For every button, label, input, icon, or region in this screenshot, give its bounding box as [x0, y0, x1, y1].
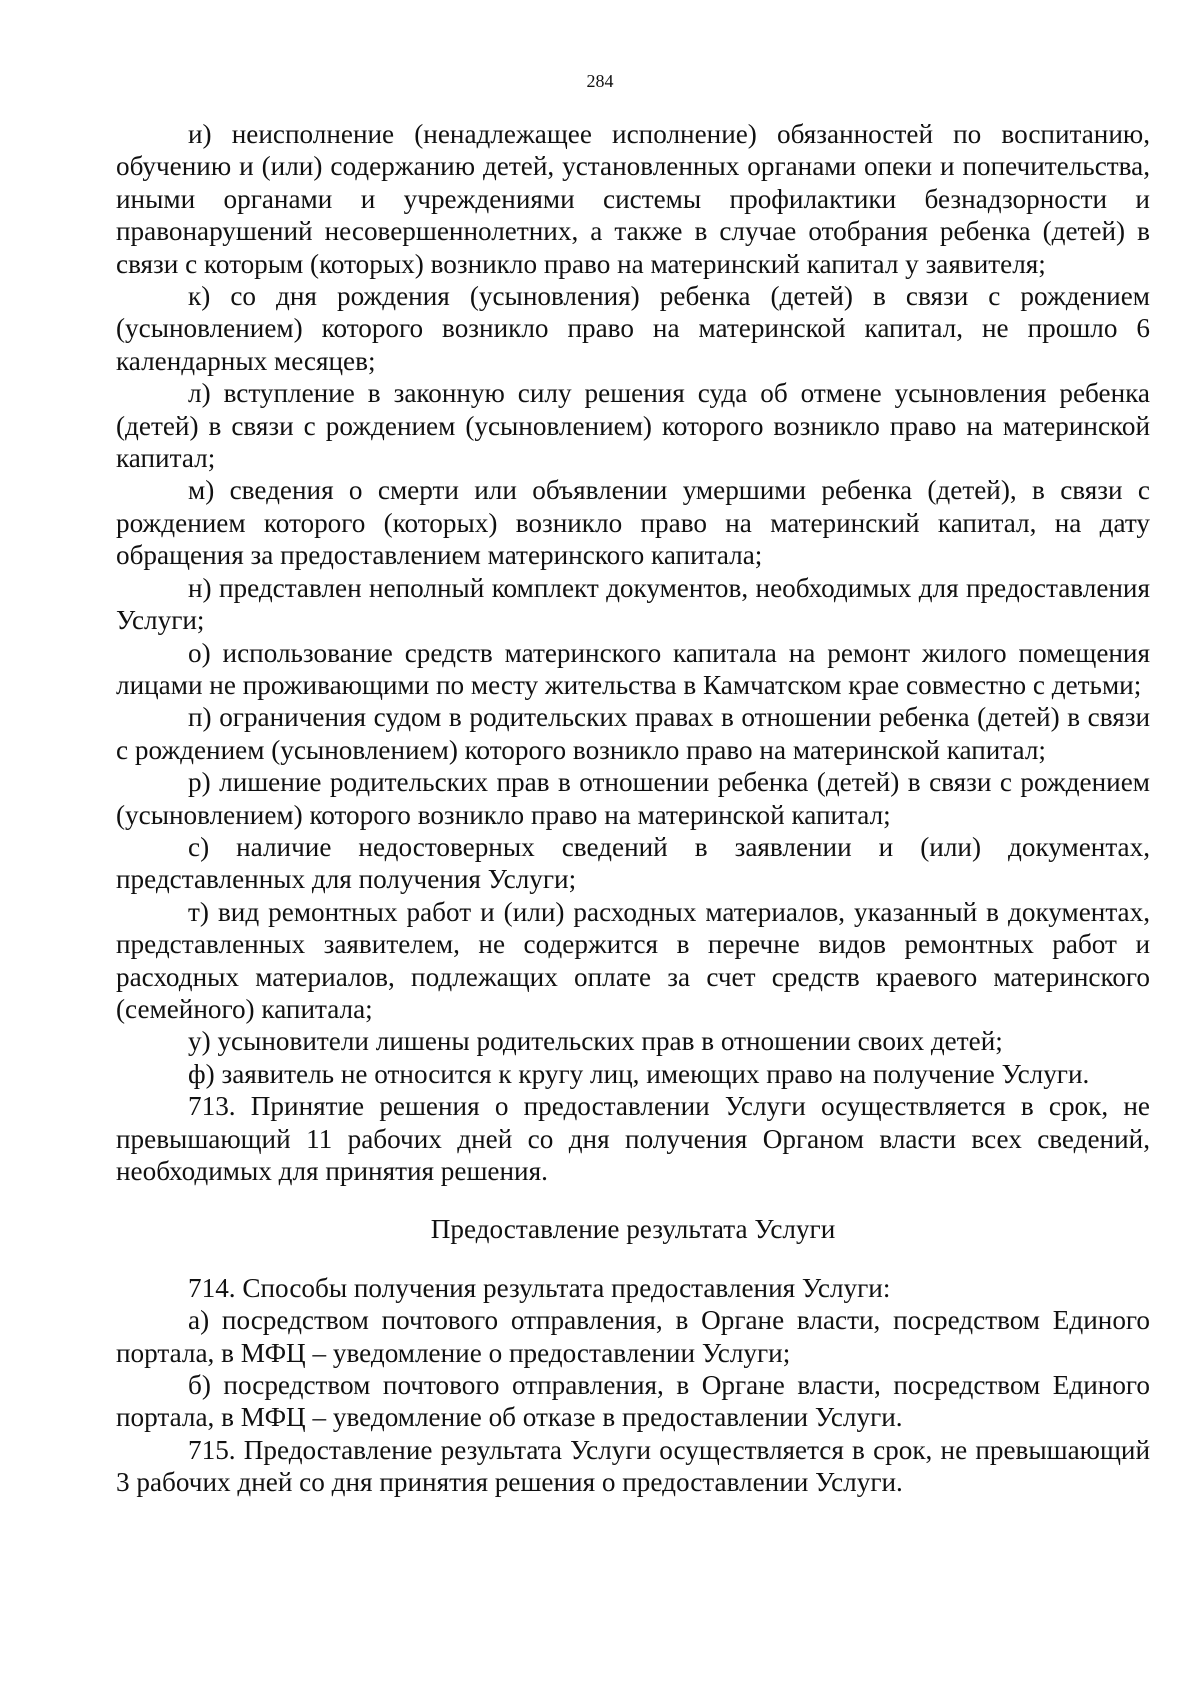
- paragraph-713: 713. Принятие решения о предоставлении Услуги осуществляется в срок, не превышающий 11 рабочих дней со дня получения Органом власти всех сведений, необходимых для принятия решения.: [116, 1091, 1150, 1186]
- paragraph-714-a: а) посредством почтового отправления, в Органе власти, посредством Единого портала, в МФЦ – уведомление о предоставлении Услуги;: [116, 1305, 1150, 1368]
- paragraph-715: 715. Предоставление результата Услуги осуществляется в срок, не превышающий 3 рабочих дней со дня принятия решения о предоставлении Услуги.: [116, 1434, 1150, 1498]
- paragraph-item-p: п) ограничения судом в родительских правах в отношении ребенка (детей) в связи с рождением (усыновлением) которого возникло право на материнской капитал;: [116, 702, 1150, 765]
- paragraph-item-m: м) сведения о смерти или объявлении умершими ребенка (детей), в связи с рождением которого (которых) возникло право на материнский капитал, на дату обращения за предоставлением материнского капитала;: [116, 475, 1150, 571]
- paragraph-item-n: н) представлен неполный комплект документов, необходимых для предоставления Услуги;: [116, 572, 1150, 636]
- paragraph-item-o: о) использование средств материнского капитала на ремонт жилого помещения лицами не проживающими по месту жительства в Камчатском крае совместно с детьми;: [116, 637, 1150, 700]
- page-number: 284: [586, 71, 614, 91]
- paragraph-item-r: р) лишение родительских прав в отношении ребенка (детей) в связи с рождением (усыновлением) которого возникло право на материнской капитал;: [116, 767, 1150, 830]
- document-body: [116, 118, 1150, 1499]
- paragraph-item-f: ф) заявитель не относится к кругу лиц, имеющих право на получение Услуги.: [188, 1058, 1090, 1089]
- paragraph-item-k: к) со дня рождения (усыновления) ребенка (детей) в связи с рождением (усыновлением) которого возникло право на материнской капитал, не прошло 6 календарных месяцев;: [116, 281, 1150, 376]
- paragraph-714-b: б) посредством почтового отправления, в Органе власти, посредством Единого портала, в МФЦ – уведомление об отказе в предоставлении Услуги.: [116, 1370, 1150, 1433]
- paragraph-item-t: т) вид ремонтных работ и (или) расходных материалов, указанный в документах, представленных заявителем, не содержится в перечне видов ремонтных работ и расходных материалов, подлежащих оплате за счет средств краевого материнского (семейного) капитала;: [116, 896, 1150, 1024]
- paragraph-item-i: и) неисполнение (ненадлежащее исполнение) обязанностей по воспитанию, обучению и (или) содержанию детей, установленных органами опеки и попечительства, иными органами и учреждениями системы профилактики безнадзорности и правонарушений несовершеннолетних, а также в случае отобрания ребенка (детей) в связи с которым (которых) возникло право на материнский капитал у заявителя;: [116, 119, 1150, 279]
- section-heading: Предоставление результата Услуги: [430, 1214, 836, 1245]
- paragraph-item-s: с) наличие недостоверных сведений в заявлении и (или) документах, представленных для получения Услуги;: [116, 831, 1150, 895]
- paragraph-714: 714. Способы получения результата предоставления Услуги:: [188, 1272, 891, 1303]
- paragraph-item-u: у) усыновители лишены родительских прав в отношении своих детей;: [188, 1026, 1003, 1057]
- paragraph-item-l: л) вступление в законную силу решения суда об отмене усыновления ребенка (детей) в связи с рождением (усыновлением) которого возникло право на материнской капитал;: [116, 378, 1150, 474]
